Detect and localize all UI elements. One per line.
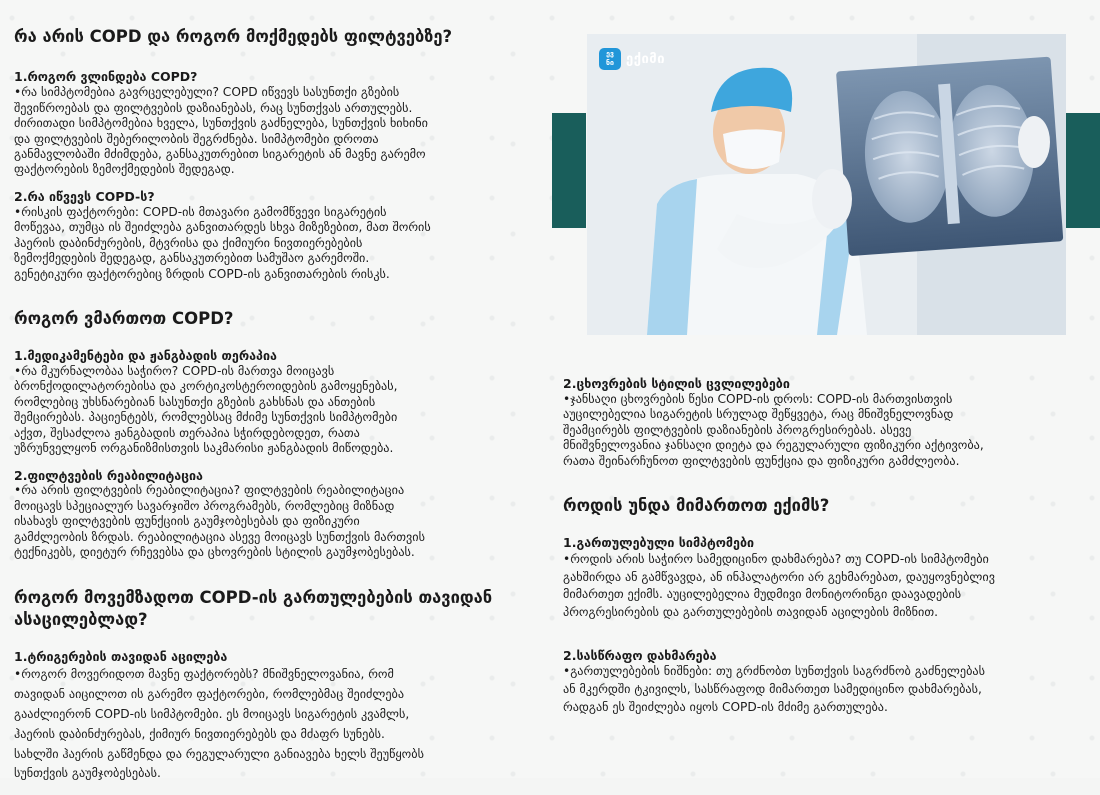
m2-block: [14, 468, 534, 561]
d1-title: 1.გართულებული სიმპტომები: [563, 535, 755, 551]
doctor-xray-photo: [587, 34, 1066, 335]
d1-block: [563, 535, 1093, 621]
q2-block: [14, 189, 534, 282]
m1-text: •რა მკურნალობაა საჭირო? COPD-ის მართვა მოიცავს ბრონქოდილატორებისა და კორტიკოსტეროიდების გამოყენებას, რომლებიც უხსნარებიან სასუნთქი გზების გახსნას და ანთების შემცირებას. პაციენტებს, რომლებსაც მძიმე სუნთქვის სიმპტომები აქვთ, შესაძლოა ჟანგბადის თერაპია სჭირდებოდეთ, რათა უზრუნველყონ ორგანიზმისთვის საკმარისი ჟანგბადის მიწოდება.: [14, 363, 398, 456]
manage-title: როგორ ვმართოთ COPD?: [14, 309, 234, 329]
m2-text: •რა არის ფილტვების რეაბილიტაცია? ფილტვების რეაბილიტაცია მოიცავს სპეციალურ სავარჯიშო პროგრამებს, რომლებიც მიზნად ისახავს ფილტვების ფუნქციის გაუმჯობესებას და ფიზიკური გამძლეობის ზრდას. რეაბილიტაცია ასევე მოიცავს სუნთქვის მართვის ტექნიკებს, დიეტურ რჩევებსა და ცხოვრების სტილის გაუმჯობესებას.: [14, 483, 425, 560]
p1-block: [14, 649, 534, 784]
q1-title: 1.როგორ ვლინდება COPD?: [14, 69, 198, 85]
lifestyle-title: 2.ცხოვრების სტილის ცვლილებები: [563, 376, 790, 391]
d1-text: •როდის არის საჭირო სამედიცინო დახმარება? თუ COPD-ის სიმპტომები გახშირდა ან გამწვავდა, ან ინჰალატორი არ გეხმარებათ, დაუყოვნებლივ მიმართეთ ექიმს. აუცილებელია მუდმივი მონიტორინგი დაავადების პროგრესირების და გართულებების თავიდან აცილების მიზნით.: [563, 551, 995, 619]
prevent-title: როგორ მოვემზადოთ COPD-ის გართულებების თავიდან ასაცილებლად?: [14, 587, 493, 630]
d2-text: •გართულებების ნიშნები: თუ გრძნობთ სუნთქვის საგრძნობ გაძნელებას ან მკერდში ტკივილს, სასწრაფოდ მიმართეთ სამედიცინო დახმარებას, რადგან ეს შეიძლება იყოს COPD-ის მძიმე გართულება.: [563, 664, 985, 714]
lifestyle-block: [563, 376, 1093, 469]
m1-block: [14, 348, 534, 457]
doctor-title: როდის უნდა მიმართოთ ექიმს?: [563, 496, 830, 516]
p1-title: 1.ტრიგერების თავიდან აცილება: [14, 649, 228, 665]
d2-title: 2.სასწრაფო დახმარება: [563, 647, 717, 663]
d2-block: [563, 648, 1093, 717]
p1-text: •როგორ მოვერიდოთ მავნე ფაქტორებს? მნიშვნელოვანია, რომ თავიდან აიცილოთ ის გარემო ფაქტორები, რომლებმაც შეიძლება გააძლიერონ COPD-ის სიმპტომები. ეს მოიცავს სიგარეტის კვამლს, ჰაერის დაბინძურებას, ქიმიურ ნივთიერებებს და მძაფრ სუნებს. სახლში ჰაერის გაწმენდა და რეგულარული განიავება ხელს შეუწყობს სუნთქვის გაუმჯობესებას.: [14, 667, 424, 781]
q1-block: [14, 69, 534, 178]
ekimi-logo: [599, 48, 665, 70]
m2-title: 2.ფილტვების რეაბილიტაცია: [14, 467, 203, 483]
q2-text: •რისკის ფაქტორები: COPD-ის მთავარი გამომწვევი სიგარეტის მოწევაა, თუმცა ის შეიძლება განვითარდეს სხვა მიზეზებით, მათ შორის ჰაერის დაბინძურების, მტვრისა და ქიმიური ნივთიერებების ზემოქმედების შედეგად, განსაკუთრებით სამუშაო გარემოში. გენეტიკური ფაქტორებიც ზრდის COPD-ის განვითარების რისკს.: [14, 204, 431, 281]
right-column: [563, 376, 1093, 727]
q2-title: 2.რა იწვევს COPD-ს?: [14, 188, 155, 204]
accent-bar-right: [1066, 113, 1100, 228]
logo-text: ექიმი: [626, 51, 666, 67]
accent-bar-left: [552, 113, 586, 228]
left-column: [14, 26, 534, 795]
q1-text: •რა სიმპტომებია გავრცელებული? COPD იწვევს სასუნთქი გზების შევიწროებას და ფილტვების დაზიანებას, რაც სუნთქვას ართულებს. ძირითადი სიმპტომებია ხველა, სუნთქვის გაძნელება, სუნთქვის ხიხინი და ფილტვების შებერილობის შეგრძნება. სიმპტომები დროთა განმავლობაში მძიმდება, განსაკუთრებით სიგარეტის ან მავნე გარემო ფაქტორების ზემოქმედების შედეგად.: [14, 85, 428, 177]
doctor-illustration: [587, 34, 1066, 335]
main-title: რა არის COPD და როგორ მოქმედებს ფილტვებზე?: [14, 27, 453, 46]
lifestyle-text: •ჯანსაღი ცხოვრების წესი COPD-ის დროს: COPD-ის მართვისთვის აუცილებელია სიგარეტის სრულად შეწყვეტა, რაც მნიშვნელოვნად შეამცირებს ფილტვების დაზიანების პროგრესირებას. ასევე მნიშვნელოვანია ჯანსაღი დიეტა და რეგულარული ფიზიკური აქტივობა, რათა შეინარჩუნოთ ფილტვების ფუნქცია და ფიზიკური გამძლეობა.: [563, 391, 984, 468]
logo-mark: ევ ნი: [599, 48, 621, 70]
m1-title: 1.მედიკამენტები და ჟანგბადის თერაპია: [14, 348, 277, 364]
